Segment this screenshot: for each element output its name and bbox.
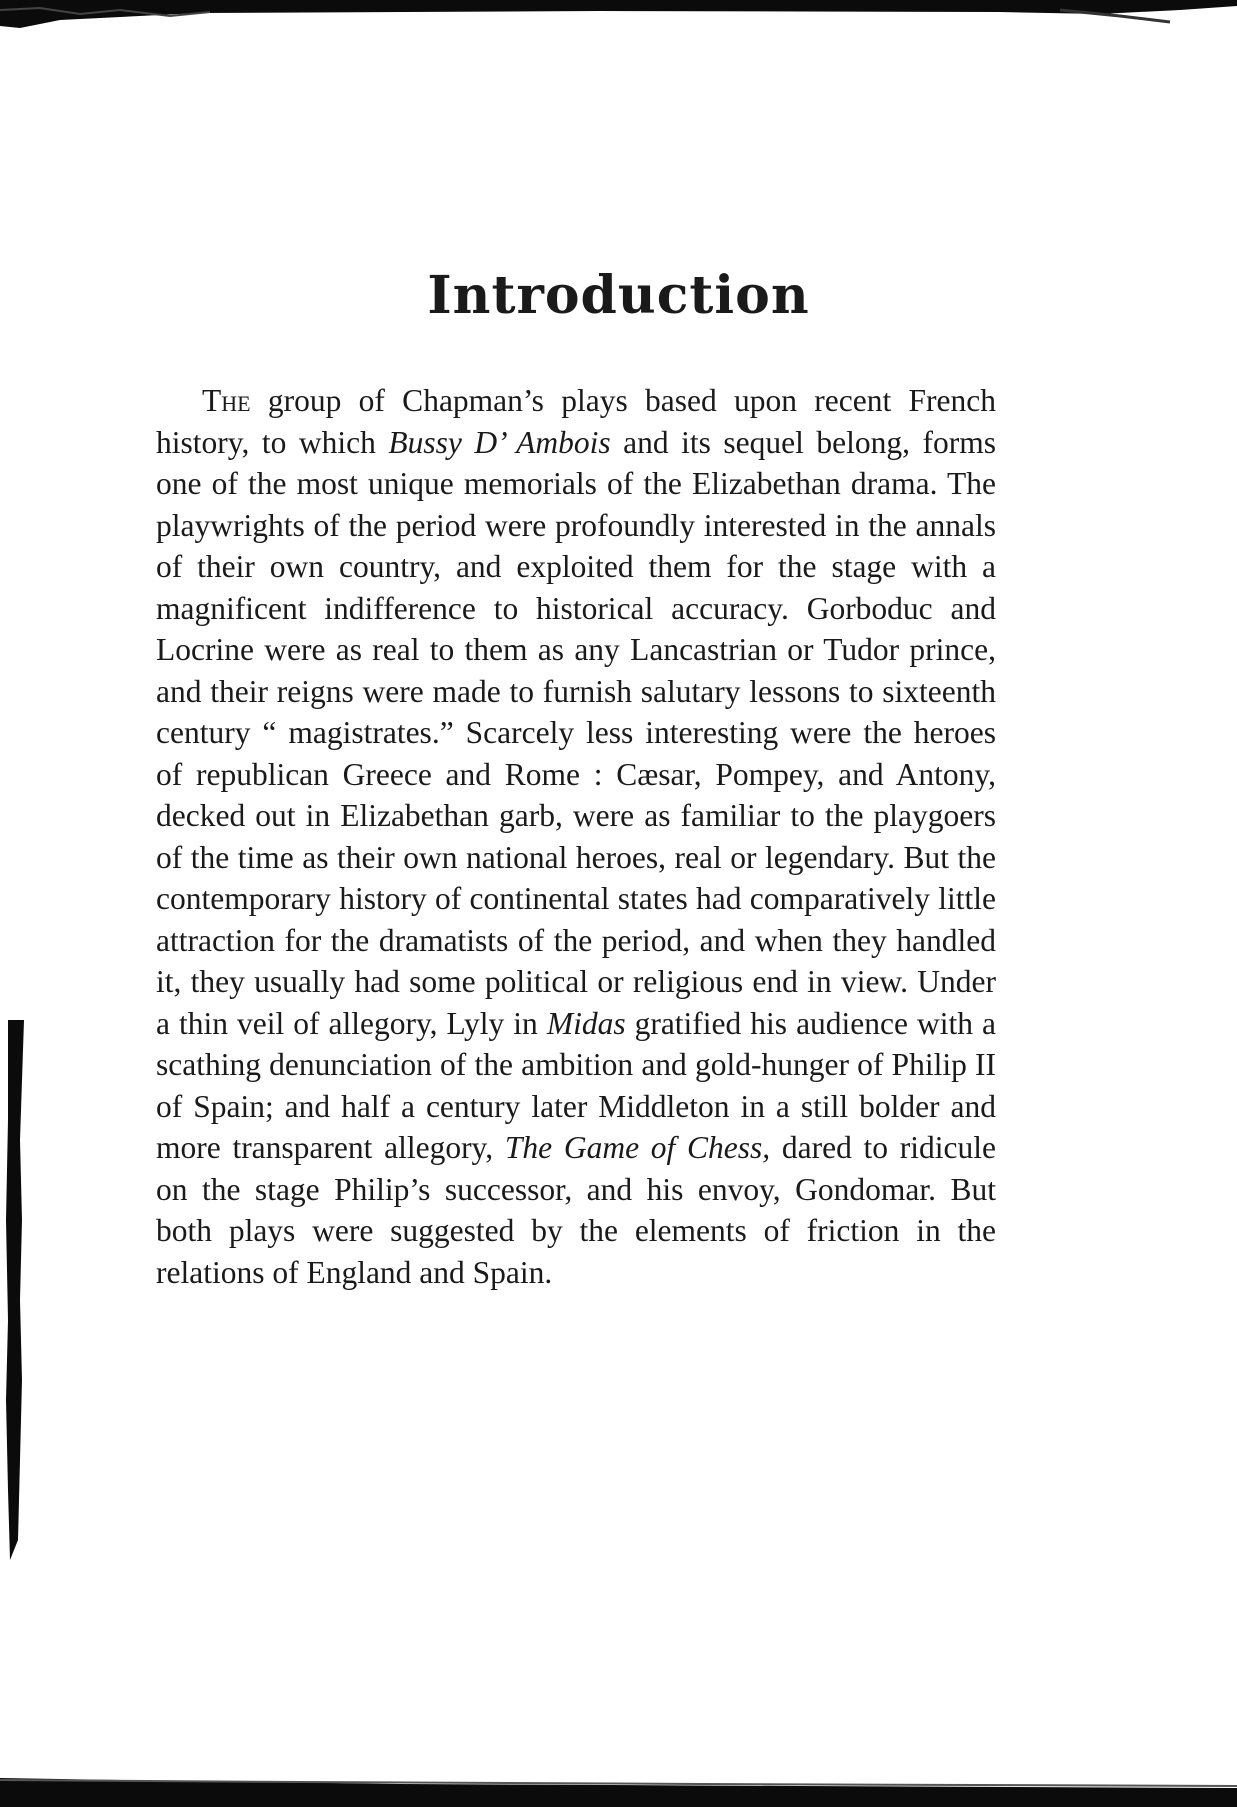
- italic-title-chess: The Game of Chess,: [504, 1130, 771, 1165]
- scan-edge-bottom: [0, 1770, 1237, 1807]
- text-segment-4: dared to ridicule on the stage Philip’s successor, and his envoy, Gondomar. But both plays were suggested by the elements of friction in the relations of England and Spain.: [156, 1130, 996, 1290]
- italic-title-midas: Midas: [546, 1005, 626, 1041]
- intro-paragraph: [156, 380, 996, 1293]
- page-title: Introduction: [427, 265, 810, 326]
- text-segment-3: gratified his audience with a scathing denunciation of the ambition and gold-hunger of Philip II of Spain; and half a century later Middleton in a still bolder and more transparent allegory,: [156, 1005, 996, 1165]
- lead-word: The: [202, 383, 251, 418]
- italic-title-bussy: Bussy D’ Ambois: [388, 424, 611, 460]
- scan-edge-top: [0, 0, 1237, 30]
- text-segment-1: group of Chapman’s plays based upon recent French history, to which: [156, 383, 996, 460]
- scan-edge-left: [0, 1020, 30, 1560]
- text-segment-2: and its sequel belong, forms one of the most unique memorials of the Elizabethan drama. The playwrights of the period were profoundly interested in the annals of their own country, and exploited them for the stage with a magnificent indifference to historical accuracy. Gorboduc and Locrine were as real to them as any Lancastrian or Tudor prince, and their reigns were made to furnish salutary lessons to sixteenth century “ magistrates.” Scarcely less interesting were the heroes of republican Greece and Rome : Cæsar, Pompey, and Antony, decked out in Elizabethan garb, were as familiar to the playgoers of the time as their own national heroes, real or legendary. But the contemporary history of continental states had comparatively little attraction for the dramatists of the period, and when they handled it, they usually had some political or religious end in view. Under a thin veil of allegory, Lyly in: [156, 424, 996, 1041]
